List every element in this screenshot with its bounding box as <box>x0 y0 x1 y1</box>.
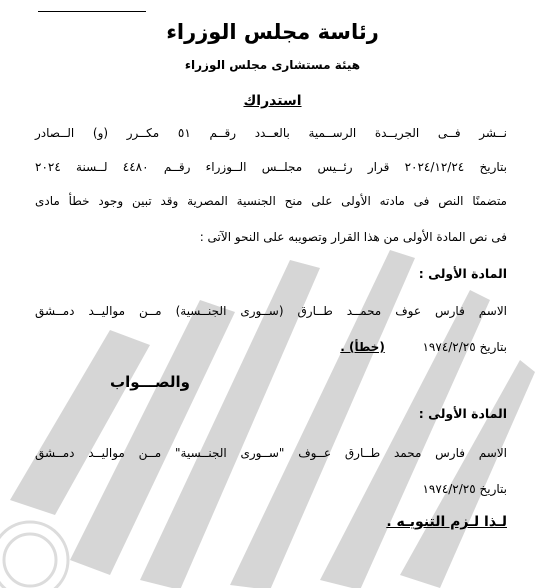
closing-note: لـذا لـزم التنويـه . <box>386 514 507 530</box>
wrong-text-line-1: الاسم فارس عوف محمــد طــارق (ســورى الجنــسية) مــن مواليــد دمــشق <box>35 304 507 318</box>
error-tag: (خطأ) . <box>340 340 385 354</box>
correct-heading: والصـــواب <box>110 373 190 391</box>
right-text-line-2: بتاريخ ١٩٧٤/٢/٢٥ <box>422 482 507 496</box>
intro-line-4: فى نص المادة الأولى من هذا القرار وتصويبه على النحو الآتى : <box>199 230 507 244</box>
intro-line-3: متضمنًا النص فى مادته الأولى على منح الجنسية المصرية وقد تبين وجود خطأ مادى <box>35 194 507 208</box>
section-heading: استدراك <box>243 93 302 109</box>
page-title: رئاسة مجلس الوزراء <box>166 20 379 44</box>
intro-line-1: نــشر فــى الجريــدة الرســمية بالعــدد رقــم ٥١ مكــرر (و) الــصادر <box>35 126 508 140</box>
right-article-label: المادة الأولى : <box>418 406 507 421</box>
right-text-line-1: الاسم فارس محمد طــارق عــوف "ســورى الجنــسية" مــن مواليــد دمــشق <box>35 446 507 460</box>
wrong-text-line-2 <box>340 340 507 354</box>
page-subtitle: هيئة مستشارى مجلس الوزراء <box>184 58 361 72</box>
intro-line-2: بتاريخ ٢٠٢٤/١٢/٢٤ قرار رئــيس مجلــس الــوزراء رقــم ٤٤٨٠ لــسنة ٢٠٢٤ <box>35 160 508 174</box>
top-rule <box>38 11 146 12</box>
wrong-article-label: المادة الأولى : <box>418 266 507 281</box>
wrong-date: بتاريخ ١٩٧٤/٢/٢٥ <box>422 340 507 354</box>
